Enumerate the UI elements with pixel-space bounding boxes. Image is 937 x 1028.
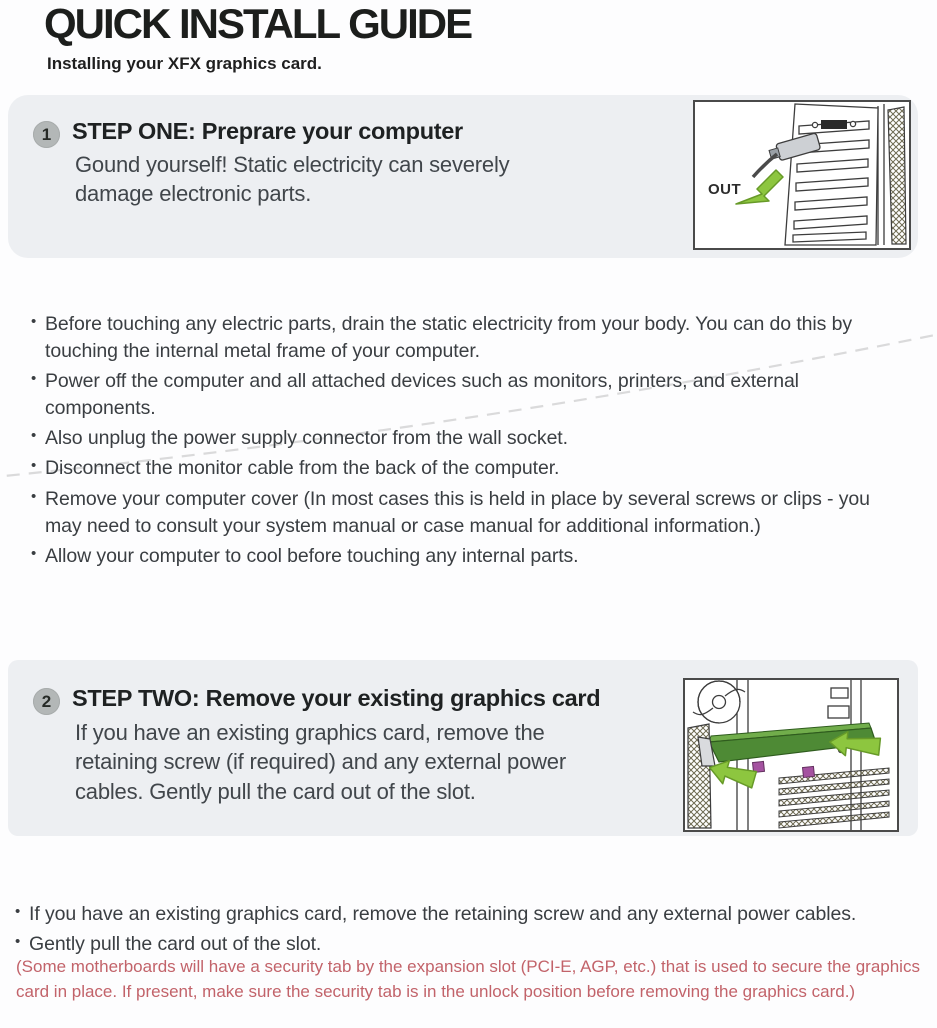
security-tab-note: (Some motherboards will have a security tab by the expansion slot (PCI-E, AGP, etc.) that is used to secure the graphics card in place. If present, make sure the security tab is in the unlock position before removing the graphics card.) bbox=[16, 957, 920, 1001]
instruction-bullet: • If you have an existing graphics card, remove the retaining screw and any external power cables. bbox=[14, 901, 930, 928]
port-screw-right bbox=[850, 121, 855, 126]
step-one-heading: STEP ONE: Preprare your computer bbox=[72, 118, 463, 144]
step-one-number-badge: 1 bbox=[33, 121, 60, 148]
out-arrow-label: OUT bbox=[708, 181, 742, 198]
step-one-description: Gound yourself! Static electricity can severely damage electronic parts. bbox=[75, 152, 510, 207]
remove-monitor-cable-drawing bbox=[695, 102, 909, 248]
step-one-instructions-list bbox=[30, 311, 908, 573]
step-two-heading: STEP TWO: Remove your existing graphics card bbox=[72, 685, 601, 711]
port-screw-left bbox=[812, 122, 817, 127]
slot-security-clip bbox=[803, 766, 815, 777]
page-subtitle: Installing your XFX graphics card. bbox=[47, 54, 322, 73]
case-edge-lines bbox=[878, 104, 884, 245]
step-two-description: If you have an existing graphics card, remove the retaining screw (if required) and any external power cables. Gently pull the card out of the slot. bbox=[75, 720, 566, 804]
step-two-illustration bbox=[683, 678, 899, 832]
instruction-bullet: • Also unplug the power supply connector from the wall socket. bbox=[30, 425, 908, 452]
instruction-bullet: • Disconnect the monitor cable from the back of the computer. bbox=[30, 455, 908, 482]
case-vent-mesh bbox=[888, 107, 906, 244]
instruction-bullet: • Remove your computer cover (In most cases this is held in place by several screws or clips - you may need to consult your system manual or case manual for additional information.) bbox=[30, 486, 908, 540]
open-expansion-slots bbox=[779, 768, 889, 828]
remove-graphics-card-drawing bbox=[685, 680, 897, 830]
green-arrow-out-icon bbox=[736, 170, 783, 204]
instruction-bullet: • Before touching any electric parts, drain the static electricity from your body. You can do this by touching the internal metal frame of your computer. bbox=[30, 311, 908, 365]
instruction-bullet: • Gently pull the card out of the slot. bbox=[14, 931, 930, 958]
instruction-bullet: • Allow your computer to cool before touching any internal parts. bbox=[30, 543, 908, 570]
step-two-panel bbox=[8, 660, 918, 836]
step-one-panel bbox=[8, 95, 918, 258]
step-two-number-badge: 2 bbox=[33, 688, 60, 715]
vga-port bbox=[821, 120, 847, 129]
page-title: QUICK INSTALL GUIDE bbox=[44, 0, 472, 47]
instruction-bullet: • Power off the computer and all attached devices such as monitors, printers, and external components. bbox=[30, 368, 908, 422]
step-one-illustration bbox=[693, 100, 911, 250]
step-two-instructions-list bbox=[14, 901, 930, 961]
